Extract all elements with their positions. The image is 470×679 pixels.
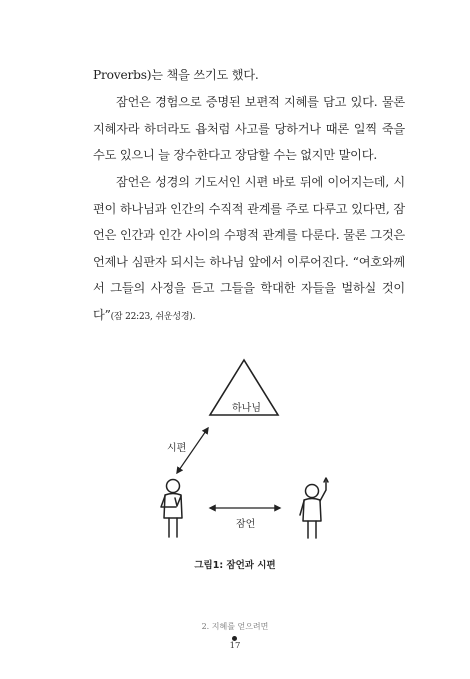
- raising-hand-person-icon: [300, 478, 328, 538]
- paragraph-3: [93, 169, 405, 330]
- paragraph-2: [93, 89, 405, 169]
- running-head: 2. 지혜를 얻으려면: [201, 622, 269, 631]
- proverbs-label: 잠언: [236, 519, 256, 530]
- figure-caption: 그림1: 잠언과 시편: [194, 560, 276, 571]
- paragraph-1-text: Proverbs)는 책을 쓰기도 했다.: [93, 68, 259, 82]
- scripture-reference: (잠 22:23, 쉬운성경).: [110, 311, 196, 322]
- psalms-label: 시편: [167, 443, 187, 454]
- paragraph-3-text: 잠언은 성경의 기도서인 시편 바로 뒤에 이어지는데, 시편이 하나님과 인간의 수직적 관계를 주로 다루고 있다면, 잠언은 인간과 인간 사이의 수평적 관계를 다룬다. 물론 그것은 언제나 심판자 되시는 하나님 앞에서 이루어진다. “여호와께서 그들의 사정을 듣고 그들을 학대한 자들을 벌하실 것이다”: [93, 175, 405, 322]
- paragraph-1: [93, 62, 405, 89]
- figure-diagram: [140, 355, 350, 545]
- god-label: 하나님: [232, 403, 261, 414]
- paragraph-2-text: 잠언은 경험으로 증명된 보편적 지혜를 담고 있다. 물론 지혜자라 하더라도 욥처럼 사고를 당하거나 때론 일찍 죽을 수도 있으니 늘 장수한다고 장담할 수는 없지만 말이다.: [93, 95, 405, 162]
- thinking-person-icon: [161, 480, 182, 538]
- page-number: 17: [229, 641, 241, 651]
